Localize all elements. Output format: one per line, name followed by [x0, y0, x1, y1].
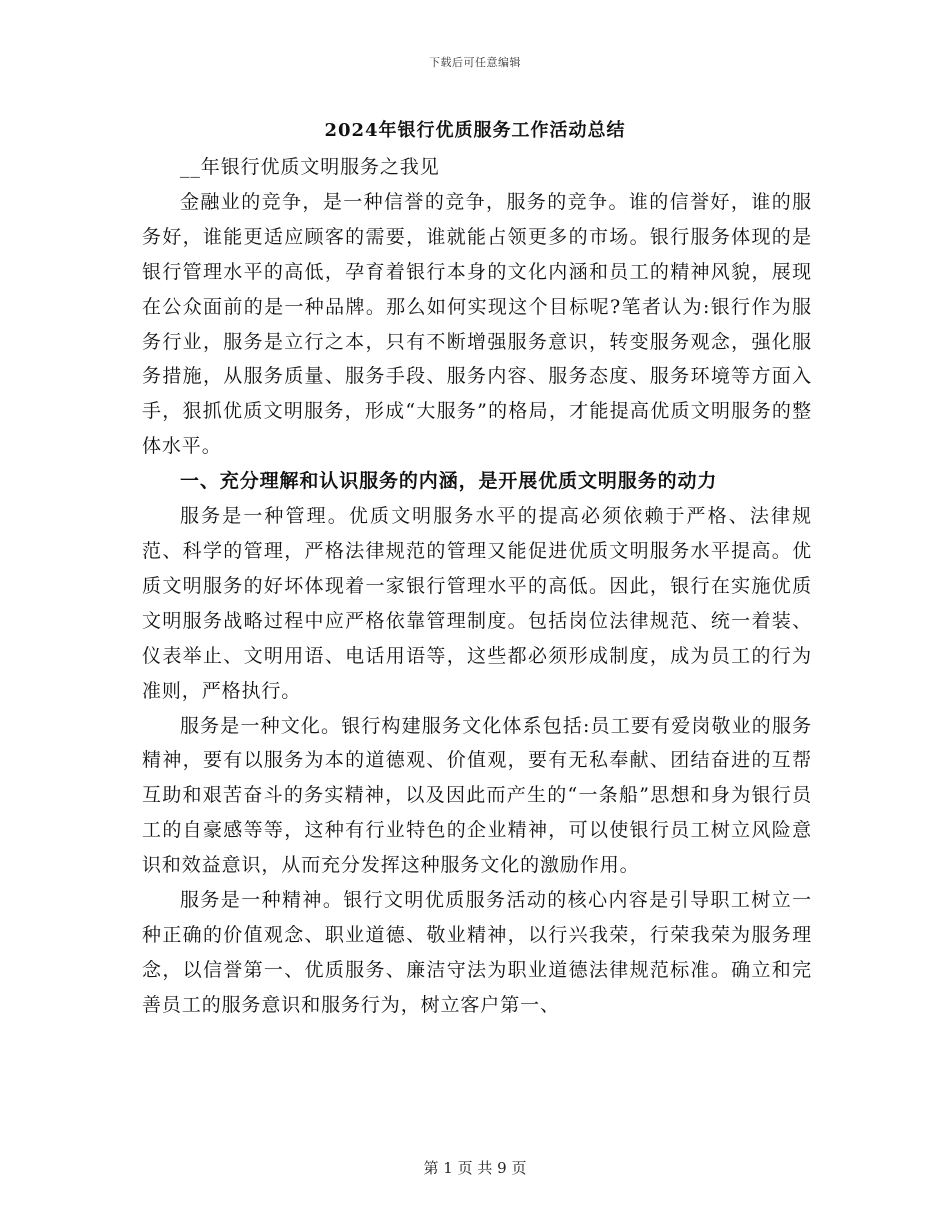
section-paragraph-culture: 服务是一种文化。银行构建服务文化体系包括:员工要有爱岗敬业的服务精神，要有以服务为本的道德观、价值观，要有无私奉献、团结奋进的互帮互助和艰苦奋斗的务实精神，以及因此而产生的“一条船”思想和身为银行员工的自豪感等等，这种有行业特色的企业精神，可以使银行员工树立风险意识和效益意识，从而充分发挥这种服务文化的激励作用。	[142, 714, 812, 877]
document-body	[142, 150, 812, 1023]
section-heading: 一、充分理解和认识服务的内涵，是开展优质文明服务的动力	[180, 470, 718, 493]
document-subtitle: __年银行优质文明服务之我见	[180, 156, 440, 178]
section-paragraph-spirit: 服务是一种精神。银行文明优质服务活动的核心内容是引导职工树立一种正确的价值观念、职业道德、敬业精神，以行兴我荣，行荣我荣为服务理念，以信誉第一、优质服务、廉洁守法为职业道德法律规范标准。确立和完善员工的服务意识和服务行为，树立客户第一、	[142, 889, 812, 1016]
page-footer: 第 1 页 共 9 页	[423, 1159, 527, 1177]
intro-paragraph: 金融业的竞争，是一种信誉的竞争，服务的竞争。谁的信誉好，谁的服务好，谁能更适应顾客的需要，谁就能占领更多的市场。银行服务体现的是银行管理水平的高低，孕育着银行本身的文化内涵和员工的精神风貌，展现在公众面前的是一种品牌。那么如何实现这个目标呢?笔者认为:银行作为服务行业，服务是立行之本，只有不断增强服务意识，转变服务观念，强化服务措施，从服务质量、服务手段、服务内容、服务态度、服务环境等方面入手，狠抓优质文明服务，形成“大服务”的格局，才能提高优质文明服务的整体水平。	[142, 190, 812, 458]
document-title: 2024年银行优质服务工作活动总结	[324, 120, 626, 141]
section-paragraph-management: 服务是一种管理。优质文明服务水平的提高必须依赖于严格、法律规范、科学的管理，严格法律规范的管理又能促进优质文明服务水平提高。优质文明服务的好坏体现着一家银行管理水平的高低。因此，银行在实施优质文明服务战略过程中应严格依靠管理制度。包括岗位法律规范、统一着装、仪表举止、文明用语、电话用语等，这些都必须形成制度，成为员工的行为准则，严格执行。	[142, 505, 812, 702]
page-header: 下载后可任意编辑	[429, 56, 521, 69]
